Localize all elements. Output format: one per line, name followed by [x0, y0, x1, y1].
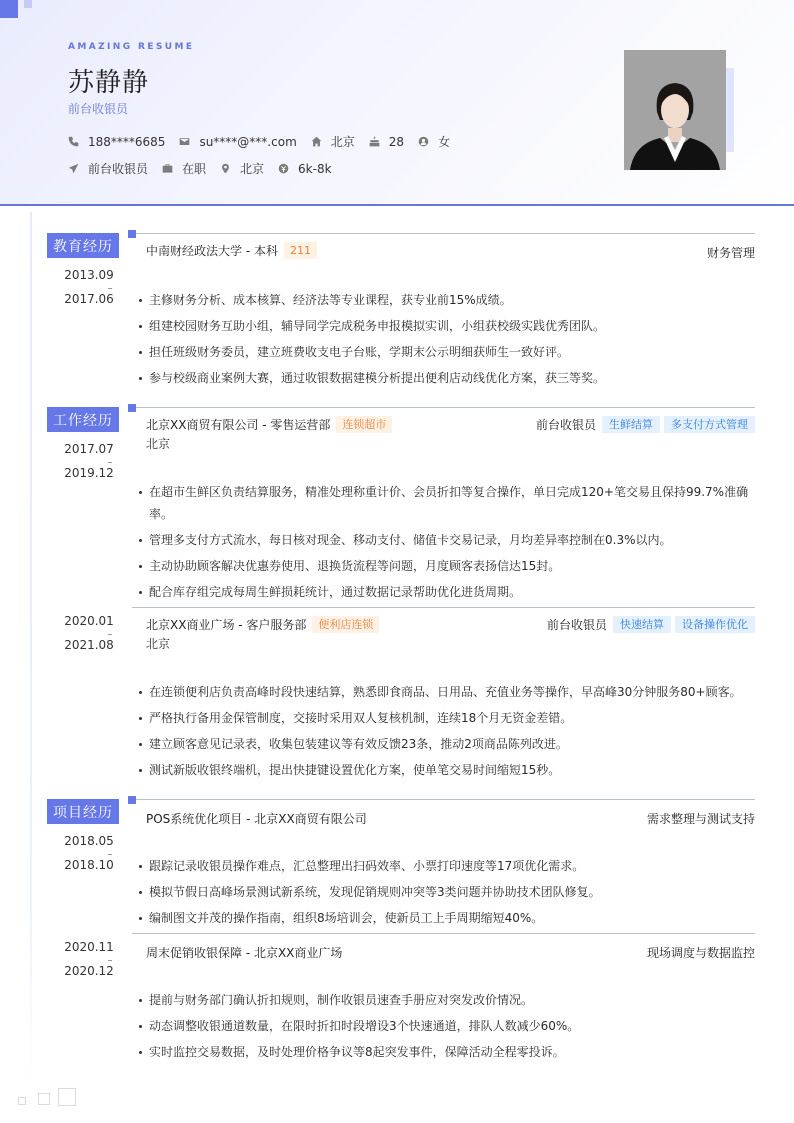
gender-info	[418, 133, 450, 150]
money-icon	[278, 163, 289, 174]
city-info	[311, 133, 355, 150]
contact-row	[68, 133, 464, 150]
work-skill-tag: 设备操作优化	[675, 616, 755, 633]
work-end-date: 2021.08	[64, 638, 114, 652]
date-separator	[108, 960, 112, 961]
status-value: 在职	[182, 162, 207, 176]
work-city: 北京	[146, 637, 171, 651]
age-info	[369, 135, 404, 149]
edu-end-date: 2017.06	[64, 292, 114, 306]
date-separator	[108, 462, 112, 463]
work-end-date: 2019.12	[64, 466, 114, 480]
date-separator	[108, 854, 112, 855]
corner-decoration-small	[24, 0, 32, 8]
corner-decoration	[58, 1088, 76, 1106]
project-name: POS系统优化项目 - 北京XX商贸有限公司	[146, 812, 367, 826]
candidate-role: 前台收银员	[68, 102, 129, 116]
work-position	[547, 616, 755, 633]
work-bullet: 配合库存组完成每周生鲜损耗统计，通过数据记录帮助优化进货周期。	[149, 581, 749, 603]
section-marker	[128, 230, 136, 238]
target-city-value: 北京	[240, 162, 265, 176]
project-role: 需求整理与测试支持	[646, 812, 755, 826]
corner-decoration	[38, 1093, 50, 1105]
edu-school	[146, 242, 317, 259]
edu-bullet: 组建校园财务互助小组，辅导同学完成税务申报模拟实训，小组获校级实践优秀团队。	[149, 315, 749, 337]
project-bullet: 提前与财务部门确认折扣规则，制作收银员速查手册应对突发改价情况。	[149, 989, 749, 1011]
location-icon	[220, 163, 231, 174]
edu-bullet: 参与校级商业案例大赛，通过收银数据建模分析提出便利店动线优化方案，获三等奖。	[149, 367, 749, 389]
section-title-work: 工作经历	[47, 407, 119, 432]
work-position-title: 前台收银员	[535, 418, 596, 432]
phone-icon	[68, 136, 79, 147]
target-role-value: 前台收银员	[88, 162, 149, 176]
work-bullet: 主动协助顾客解决优惠券使用、退换货流程等问题，月度顾客表扬信达15封。	[149, 555, 749, 577]
send-icon	[68, 163, 79, 174]
target-city-info	[220, 160, 264, 177]
email-info	[179, 135, 296, 149]
project-end-date: 2020.12	[64, 964, 114, 978]
corner-decoration	[18, 1097, 26, 1105]
section-divider	[136, 799, 755, 800]
work-skill-tag: 生鲜结算	[602, 416, 660, 433]
edu-school-tag: 211	[284, 242, 317, 259]
resume-eyebrow: AMAZING RESUME	[68, 42, 195, 52]
work-company-name: 北京XX商业广场 - 客户服务部	[146, 618, 307, 632]
date-separator	[108, 288, 112, 289]
briefcase-icon	[162, 163, 173, 174]
intent-row	[68, 160, 346, 177]
city-value: 北京	[330, 135, 355, 149]
section-marker	[128, 796, 136, 804]
section-divider	[136, 233, 755, 234]
work-company	[146, 616, 379, 633]
work-bullet: 严格执行备用金保管制度，交接时采用双人复核机制，连续18个月无资金差错。	[149, 707, 749, 729]
edu-major: 财务管理	[706, 246, 755, 260]
gender-value: 女	[438, 135, 451, 149]
entry-divider	[132, 607, 755, 608]
work-bullet: 建立顾客意见记录表，收集包装建议等有效反馈23条，推动2项商品陈列改进。	[149, 733, 749, 755]
edu-bullet: 担任班级财务委员，建立班费收支电子台账，学期末公示明细获师生一致好评。	[149, 341, 749, 363]
phone-value: 188****6685	[88, 134, 166, 149]
mail-icon	[179, 136, 190, 147]
work-bullet: 测试新版收银终端机，提出快捷键设置优化方案，使单笔交易时间缩短15秒。	[149, 759, 749, 781]
project-start-date: 2020.11	[64, 940, 114, 954]
corner-decoration	[0, 0, 18, 18]
phone-info	[68, 135, 165, 149]
project-bullet: 动态调整收银通道数量，在限时折扣时段增设3个快速通道，排队人数减少60%。	[149, 1015, 749, 1037]
work-position	[536, 416, 755, 433]
email-value: su****@***.com	[199, 134, 297, 149]
work-skill-tag: 多支付方式管理	[664, 416, 755, 433]
project-bullet: 跟踪记录收银员操作难点，汇总整理出扫码效率、小票打印速度等17项优化需求。	[149, 855, 749, 877]
home-icon	[311, 136, 322, 147]
work-skill-tag: 快速结算	[613, 616, 671, 633]
work-bullet: 管理多支付方式流水，每日核对现金、移动支付、储值卡交易记录，月均差异率控制在0.3%以内。	[149, 529, 749, 551]
target-role-info	[68, 160, 148, 177]
salary-value: 6k-8k	[298, 161, 332, 176]
age-value: 28	[388, 134, 405, 149]
project-bullet: 编制图文并茂的操作指南，组织8场培训会，使新员工上手周期缩短40%。	[149, 907, 749, 929]
timeline-decoration	[30, 212, 32, 1082]
work-company	[146, 416, 392, 433]
project-end-date: 2018.10	[64, 858, 114, 872]
edu-bullet: 主修财务分析、成本核算、经济法等专业课程，获专业前15%成绩。	[149, 289, 749, 311]
section-title-projects: 项目经历	[47, 799, 119, 824]
resume-header	[0, 0, 794, 206]
work-start-date: 2020.01	[64, 614, 114, 628]
work-start-date: 2017.07	[64, 442, 114, 456]
candidate-name: 苏静静	[68, 68, 150, 98]
salary-info	[278, 162, 332, 176]
edu-start-date: 2013.09	[64, 268, 114, 282]
project-start-date: 2018.05	[64, 834, 114, 848]
status-info	[162, 160, 206, 177]
work-city: 北京	[146, 437, 171, 451]
cake-icon	[369, 136, 380, 147]
profile-photo	[624, 50, 726, 170]
project-bullet: 实时监控交易数据，及时处理价格争议等8起突发事件，保障活动全程零投诉。	[149, 1041, 749, 1063]
work-company-name: 北京XX商贸有限公司 - 零售运营部	[146, 418, 331, 432]
work-company-tag: 连锁超市	[336, 416, 392, 433]
work-company-tag: 便利店连锁	[312, 616, 379, 633]
work-bullet: 在超市生鲜区负责结算服务，精准处理称重计价、会员折扣等复合操作，单日完成120+笔交易且保持99.7%准确率。	[149, 481, 749, 525]
section-marker	[128, 404, 136, 412]
project-bullet: 模拟节假日高峰场景测试新系统，发现促销规则冲突等3类问题并协助技术团队修复。	[149, 881, 749, 903]
profile-portrait	[624, 50, 726, 170]
project-role: 现场调度与数据监控	[646, 946, 755, 960]
project-name: 周末促销收银保障 - 北京XX商业广场	[146, 946, 343, 960]
entry-divider	[132, 933, 755, 934]
section-title-education: 教育经历	[47, 233, 119, 258]
gender-icon	[418, 136, 429, 147]
date-separator	[108, 634, 112, 635]
work-bullet: 在连锁便利店负责高峰时段快速结算，熟悉即食商品、日用品、充值业务等操作，早高峰30分钟服务80+顾客。	[149, 681, 749, 703]
edu-school-name: 中南财经政法大学 - 本科	[146, 244, 278, 258]
work-position-title: 前台收银员	[546, 618, 607, 632]
section-divider	[136, 407, 755, 408]
